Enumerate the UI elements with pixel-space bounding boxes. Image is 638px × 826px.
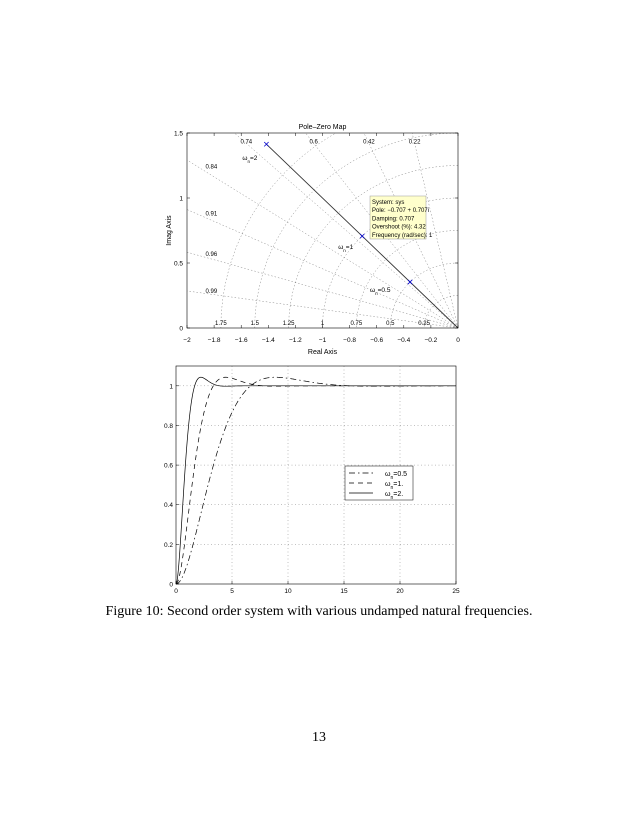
pz-x-tick-label: −0.6: [370, 337, 384, 344]
pz-y-tick-label: 1: [179, 195, 183, 203]
step-y-tick-label: 0.6: [163, 462, 173, 470]
frequency-label: 1.75: [215, 321, 227, 327]
step-x-tick-label: 10: [284, 588, 292, 595]
damping-grid-ray: [339, 0, 458, 328]
pz-x-tick-label: 0: [456, 337, 460, 344]
damping-grid-ray: [230, 0, 458, 328]
damping-label: 0.74: [240, 139, 253, 146]
pz-x-tick-label: −0.2: [424, 337, 438, 344]
legend-label: $\omega_n=2$.: [385, 491, 404, 501]
damping-label: 0.91: [205, 211, 218, 218]
pz-chart-title: Pole–Zero Map: [298, 124, 347, 131]
pz-x-tick-label: −1: [318, 337, 327, 344]
pz-x-tick-label: −1.6: [234, 337, 248, 344]
page-number: 13: [312, 730, 326, 745]
step-x-tick-label: 25: [452, 588, 460, 595]
pz-grid-group: [0, 0, 458, 328]
pole-frequency-label: $\omega_n=2$: [242, 155, 258, 165]
damping-label: 0.99: [205, 288, 218, 295]
step-x-tick-label: 15: [340, 588, 348, 595]
step-x-tick-label: 0: [174, 588, 178, 595]
legend-label: $\omega_n=1$.: [385, 481, 404, 491]
step-y-tick-label: 0: [169, 581, 173, 589]
frequency-label: 1.25: [282, 321, 295, 327]
step-series-line: [176, 377, 456, 584]
step-y-tick-label: 1: [169, 383, 173, 391]
pz-x-tick-label: −0.4: [397, 337, 411, 344]
frequency-label: 1.5: [250, 321, 259, 327]
damping-label: 0.42: [363, 139, 375, 146]
pz-y-tick-label: 0.5: [173, 260, 183, 268]
step-plot-frame: [176, 366, 456, 584]
pz-x-tick-label: −1.8: [207, 337, 221, 344]
step-series-line: [176, 377, 456, 584]
frequency-label: 0.25: [418, 321, 430, 327]
pz-y-tick-label: 1.5: [173, 130, 183, 138]
datatip-line: Frequency (rad/sec): 1: [372, 232, 433, 239]
datatip-line: Overshoot (%): 4.32: [372, 224, 426, 231]
damping-grid-ray: [3, 46, 458, 328]
pz-y-axis-label: Imag Axis: [166, 215, 173, 246]
pz-x-tick-label: −0.8: [343, 337, 357, 344]
datatip-line: System: sys: [372, 200, 405, 206]
pz-x-axis-label: Real Axis: [307, 349, 338, 356]
frequency-label: 1: [320, 321, 325, 327]
legend-label: $\omega_n=0.5$: [385, 471, 408, 481]
datatip-line: Pole: −0.707 + 0.707i: [372, 208, 430, 215]
pz-x-tick-label: −1.4: [261, 337, 275, 344]
step-y-tick-label: 0.4: [163, 502, 173, 510]
step-y-tick-label: 0.2: [163, 541, 173, 549]
damping-label: 0.96: [205, 251, 218, 258]
damping-label: 0.6: [309, 139, 318, 146]
frequency-label: 0.5: [386, 321, 395, 327]
step-x-tick-label: 20: [396, 588, 404, 595]
pz-x-tick-label: −2: [183, 337, 191, 344]
pole-marker: [360, 234, 364, 238]
pole-marker: [408, 280, 412, 284]
figure-caption: Figure 10: Second order system with various undamped natural frequencies.: [105, 604, 533, 619]
pz-y-tick-label: 0: [179, 325, 183, 333]
pole-frequency-label: $\omega_n=1$: [338, 244, 354, 254]
damping-grid-ray: [57, 0, 458, 328]
step-x-tick-label: 5: [230, 588, 234, 595]
step-y-tick-label: 0.8: [163, 422, 173, 430]
damping-grid-ray: [133, 0, 458, 328]
step-series-line: [176, 377, 456, 584]
pole-frequency-label: $\omega_n=0.5$: [370, 286, 391, 296]
datatip-line: Damping: 0.707: [372, 216, 415, 223]
frequency-label: 0.75: [350, 321, 363, 327]
pz-x-tick-label: −1.2: [288, 337, 302, 344]
damping-label: 0.22: [408, 139, 421, 146]
damping-label: 0.84: [205, 164, 218, 171]
pole-marker: [264, 142, 268, 146]
